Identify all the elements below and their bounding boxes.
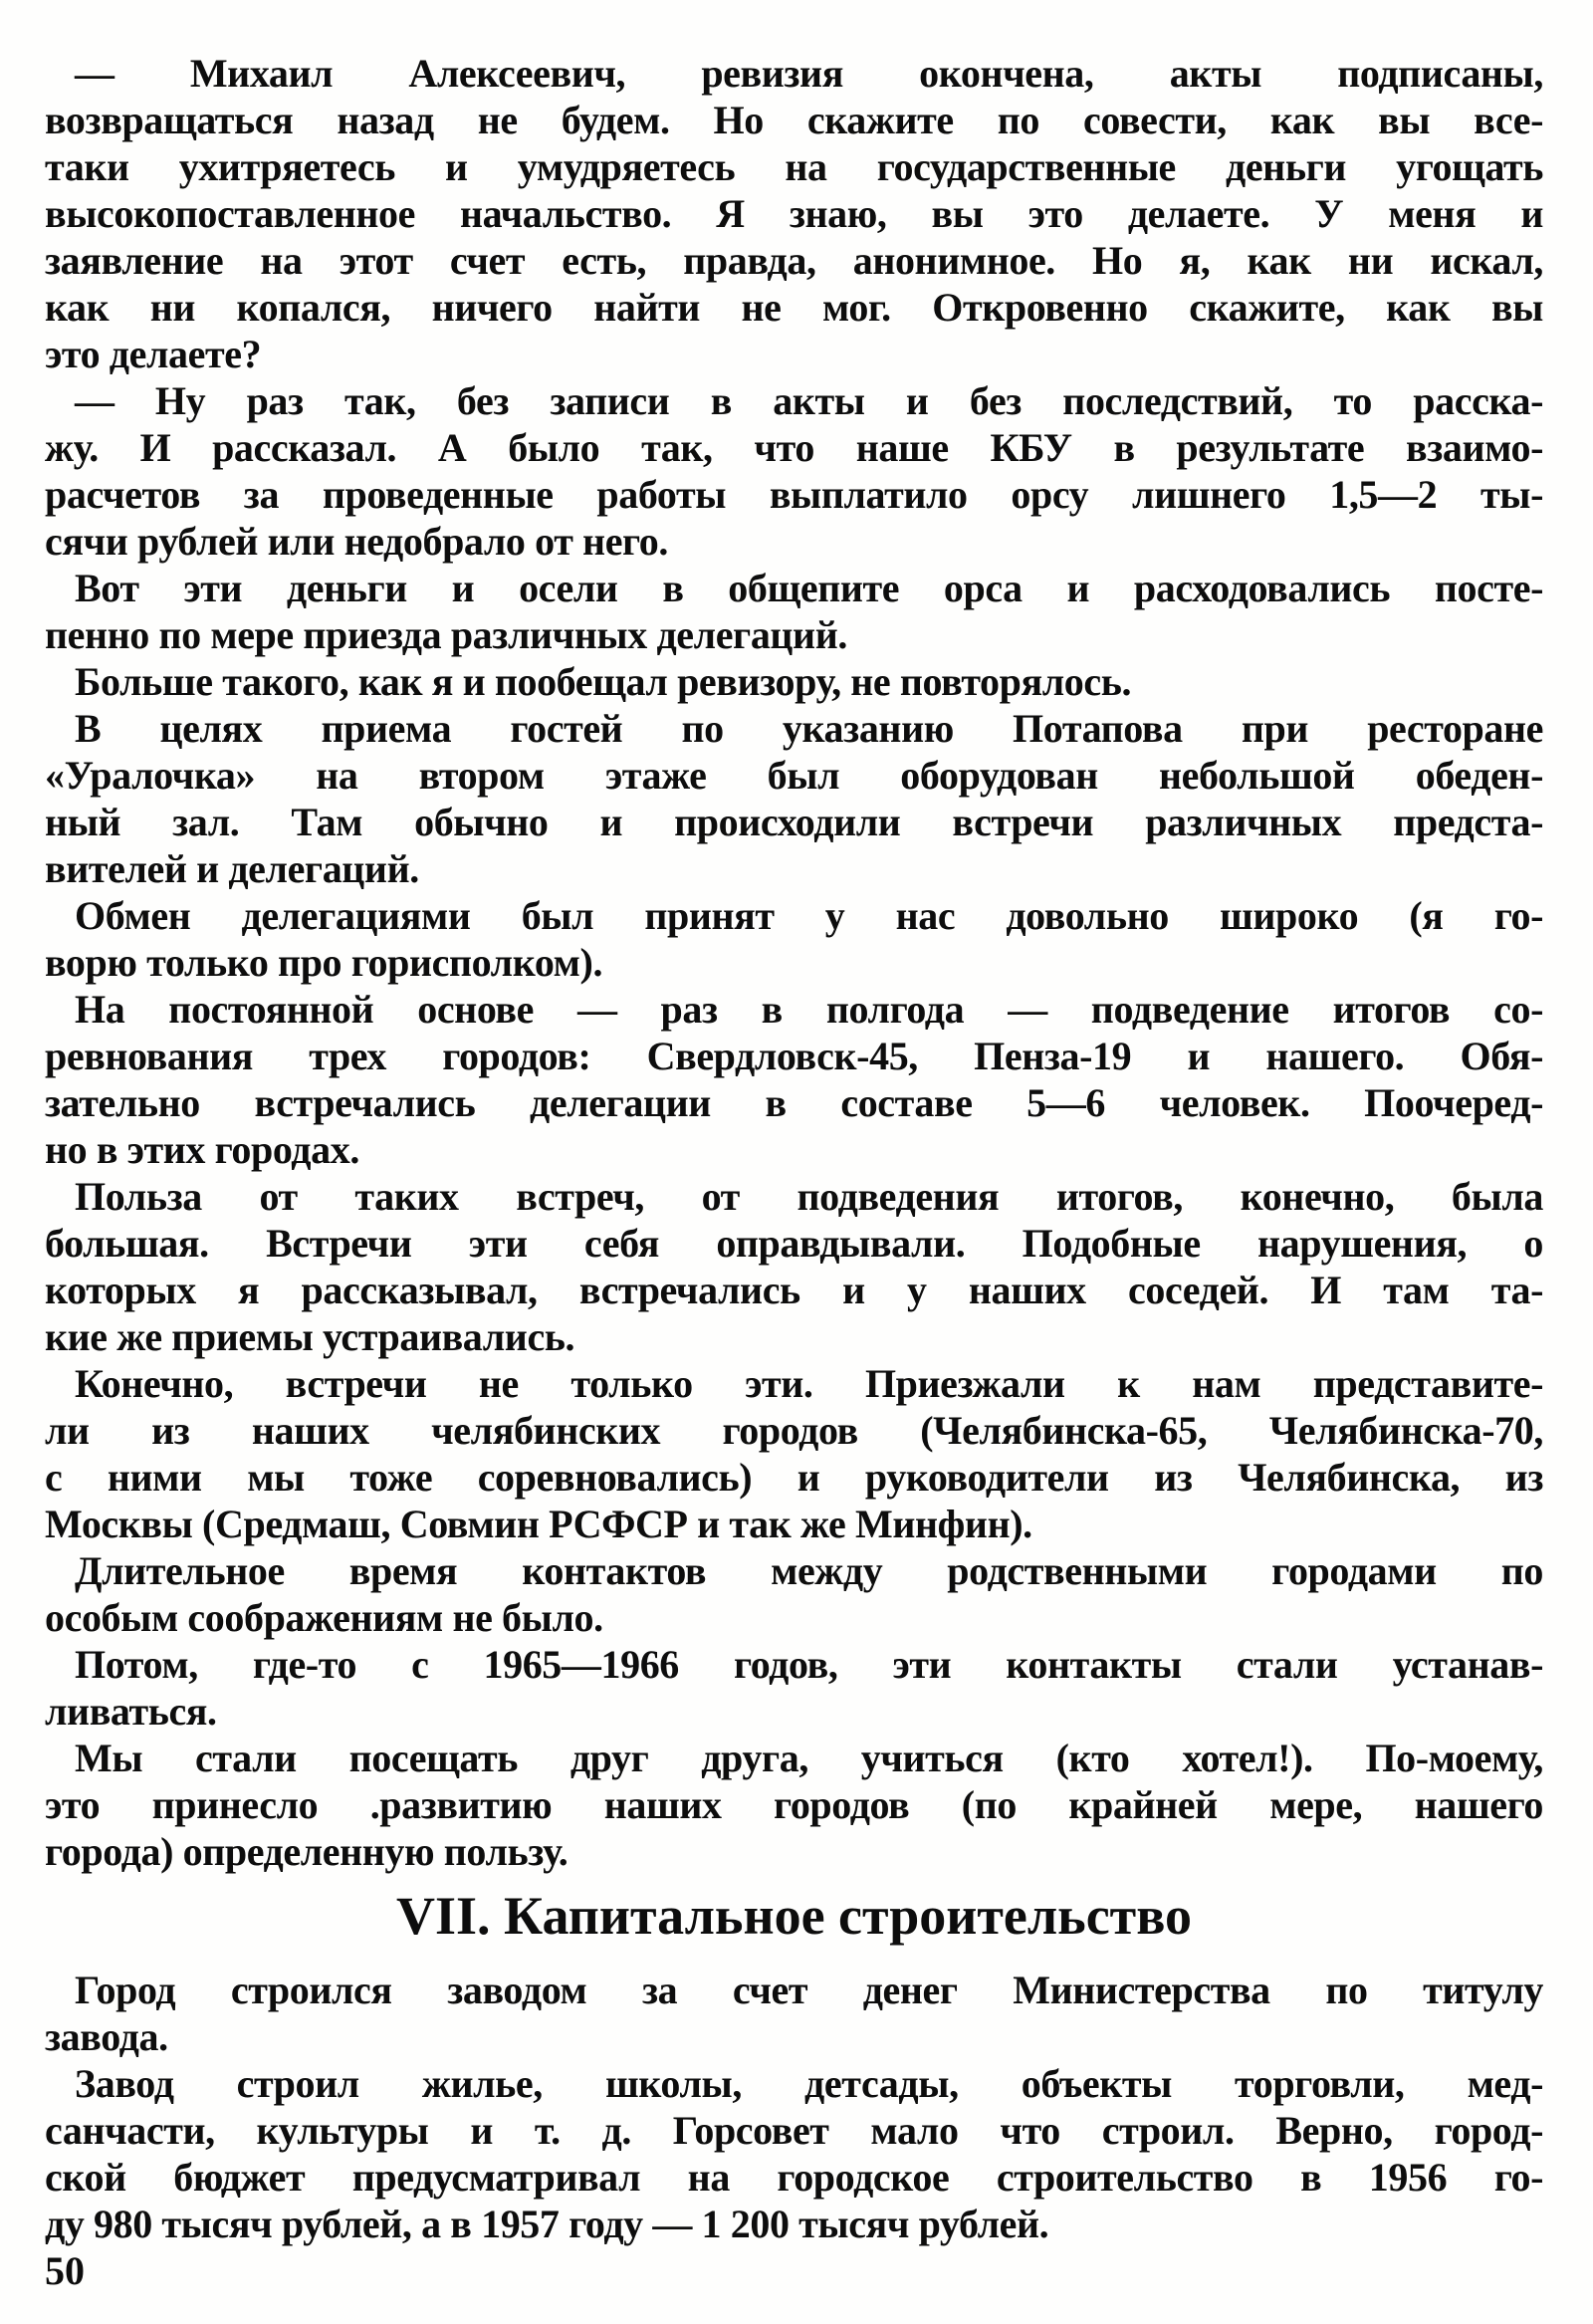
paragraph (45, 1360, 1543, 1547)
text-line: как ни копался, ничего найти не мог. Откровенно скажите, как вы (45, 285, 1543, 330)
text-line: санчасти, культуры и т. д. Горсовет мало что строил. Верно, город- (45, 2108, 1543, 2153)
text-line: особым соображениям не было. (45, 1595, 603, 1640)
text-column (45, 50, 1543, 2247)
text-line: высокопоставленное начальство. Я знаю, вы это делаете. У меня и (45, 191, 1543, 236)
text-line: Польза от таких встреч, от подведения итогов, конечно, была (75, 1174, 1543, 1219)
paragraph (45, 1173, 1543, 1360)
text-line: сячи рублей или недобрало от него. (45, 519, 669, 564)
text-line: зательно встречались делегации в составе 5—6 человек. Поочеред- (45, 1080, 1543, 1125)
text-line: но в этих городах. (45, 1127, 359, 1172)
text-line: расчетов за проведенные работы выплатило орсу лишнего 1,5—2 ты- (45, 472, 1543, 517)
text-line: вителей и делегаций. (45, 846, 419, 891)
paragraph (45, 565, 1543, 658)
text-line: Потом, где-то с 1965—1966 годов, эти контакты стали устанав- (75, 1642, 1543, 1687)
text-line: ворю только про горисполком). (45, 940, 603, 985)
paragraph (45, 377, 1543, 565)
text-line: «Уралочка» на втором этаже был оборудован небольшой обеден- (45, 753, 1543, 798)
text-line: Длительное время контактов между родственными городами по (75, 1548, 1543, 1593)
text-line: кие же приемы устраивались. (45, 1314, 575, 1359)
text-line: ревнования трех городов: Свердловск-45, Пенза-19 и нашего. Обя- (45, 1034, 1543, 1078)
text-line: это принесло .развитию наших городов (по крайней мере, нашего (45, 1782, 1543, 1827)
text-line: ный зал. Там обычно и происходили встречи различных предста- (45, 800, 1543, 844)
section-heading: VII. Капитальное строительство (395, 1886, 1192, 1946)
paragraph (45, 50, 1543, 377)
text-line: Больше такого, как я и пообещал ревизору, не повторялось. (75, 659, 1132, 704)
text-line: ли из наших челябинских городов (Челябинска-65, Челябинска-70, (45, 1408, 1543, 1453)
paragraph (45, 1641, 1543, 1735)
text-line: Город строился заводом за счет денег Министерства по титулу (75, 1968, 1543, 2012)
text-line: завода. (45, 2014, 168, 2059)
text-line: заявление на этот счет есть, правда, анонимное. Но я, как ни искал, (45, 238, 1543, 283)
paragraph (45, 2060, 1543, 2247)
text-line: ду 980 тысяч рублей, а в 1957 году — 1 200 тысяч рублей. (45, 2202, 1049, 2246)
text-line: Мы стали посещать друг друга, учиться (кто хотел!). По-моему, (75, 1736, 1543, 1780)
text-line: В целях приема гостей по указанию Потапова при ресторане (75, 706, 1543, 751)
paragraph (45, 1547, 1543, 1641)
text-line: Завод строил жилье, школы, детсады, объекты торговли, мед- (75, 2061, 1543, 2106)
text-line: Конечно, встречи не только эти. Приезжали к нам представите- (75, 1361, 1543, 1406)
paragraph (45, 1735, 1543, 1875)
text-line: Москвы (Средмаш, Совмин РСФСР и так же Минфин). (45, 1502, 1032, 1546)
paragraph (45, 986, 1543, 1173)
text-line: ской бюджет предусматривал на городское строительство в 1956 го- (45, 2155, 1543, 2200)
paragraph (45, 892, 1543, 986)
text-line: — Михаил Алексеевич, ревизия окончена, акты подписаны, (75, 51, 1543, 96)
text-line: — Ну раз так, без записи в акты и без последствий, то расска- (75, 378, 1543, 423)
text-line: города) определенную пользу. (45, 1829, 569, 1874)
paragraph (45, 1967, 1543, 2060)
text-line: возвращаться назад не будем. Но скажите по совести, как вы все- (45, 98, 1543, 142)
page-number: 50 (45, 2248, 85, 2293)
text-line: большая. Встречи эти себя оправдывали. Подобные нарушения, о (45, 1221, 1543, 1266)
text-line: которых я рассказывал, встречались и у наших соседей. И там та- (45, 1268, 1543, 1312)
text-line: с ними мы тоже соревновались) и руководители из Челябинска, из (45, 1455, 1543, 1500)
paragraph (45, 658, 1543, 705)
paragraph (45, 705, 1543, 892)
text-line: это делаете? (45, 332, 262, 376)
text-line: ливаться. (45, 1689, 217, 1734)
text-line: Вот эти деньги и осели в общепите орса и расходовались посте- (75, 566, 1543, 610)
text-line: таки ухитряетесь и умудряетесь на государственные деньги угощать (45, 144, 1543, 189)
text-line: На постоянной основе — раз в полгода — подведение итогов со- (75, 987, 1543, 1032)
text-line: жу. И рассказал. А было так, что наше КБУ в результате взаимо- (45, 425, 1543, 470)
text-line: пенно по мере приезда различных делегаций. (45, 612, 847, 657)
text-line: Обмен делегациями был принят у нас довольно широко (я го- (75, 893, 1543, 938)
